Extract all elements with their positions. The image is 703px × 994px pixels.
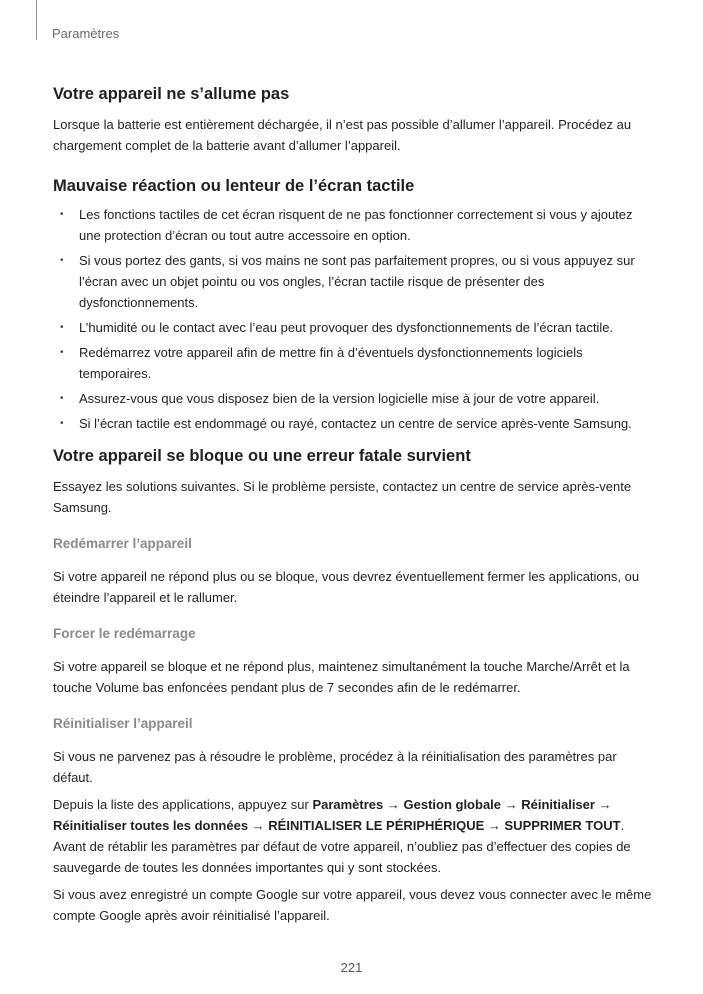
arrow-icon: → — [383, 797, 404, 812]
menu-path-reinitialiser-peripherique: RÉINITIALISER LE PÉRIPHÉRIQUE — [268, 818, 485, 833]
bullet-icon: • — [60, 209, 64, 220]
paragraph-device-wont-turn-on: Lorsque la batterie est entièrement déchargée, il n’est pas possible d’allumer l’appareil. Procédez au chargement complet de la batterie avant d’allumer l’appareil. — [53, 117, 632, 153]
menu-path-reinitialiser: Réinitialiser — [521, 797, 595, 812]
menu-path-parametres: Paramètres — [312, 797, 384, 812]
page-number: 221 — [340, 960, 363, 975]
bullet-icon: • — [60, 393, 64, 404]
reset-steps-suffix: . Avant de rétablir les paramètres par défaut de votre appareil, n’oubliez pas d’effectuer des copies de sauvegarde de toutes les données importantes qui y sont stockées. — [53, 818, 631, 875]
bullet-icon: • — [60, 418, 64, 429]
menu-path-supprimer-tout: SUPPRIMER TOUT — [504, 818, 621, 833]
list-item-text: Si l’écran tactile est endommagé ou rayé, contactez un centre de service après-vente Samsung. — [79, 416, 632, 431]
arrow-icon: → — [248, 818, 269, 833]
bullet-icon: • — [60, 347, 64, 358]
list-item-text: Redémarrez votre appareil afin de mettre fin à d’éventuels dysfonctionnements logiciels temporaires. — [79, 345, 583, 381]
menu-path-reinitialiser-toutes-donnees: Réinitialiser toutes les données — [53, 818, 249, 833]
paragraph-restart: Si votre appareil ne répond plus ou se bloque, vous devrez éventuellement fermer les applications, ou éteindre l’appareil et le rallumer. — [53, 569, 640, 605]
subheading-restart: Redémarrer l’appareil — [53, 536, 192, 551]
menu-path-gestion-globale: Gestion globale — [403, 797, 502, 812]
list-item-text: L’humidité ou le contact avec l’eau peut provoquer des dysfonctionnements de l’écran tactile. — [79, 320, 614, 335]
paragraph-device-freezes: Essayez les solutions suivantes. Si le problème persiste, contactez un centre de service après-vente Samsung. — [53, 479, 632, 515]
bullet-icon: • — [60, 255, 64, 266]
reset-steps-prefix: Depuis la liste des applications, appuyez sur — [53, 797, 313, 812]
heading-touchscreen-issue: Mauvaise réaction ou lenteur de l’écran tactile — [53, 177, 415, 195]
list-item-text: Si vous portez des gants, si vos mains ne sont pas parfaitement propres, ou si vous appuyez sur l’écran avec un objet pointu ou vos ongles, l’écran tactile risque de présenter des dysfonctionnements. — [79, 253, 635, 310]
heading-device-wont-turn-on: Votre appareil ne s’allume pas — [53, 85, 290, 103]
header-rule — [36, 0, 37, 40]
list-item-text: Assurez-vous que vous disposez bien de la version logicielle mise à jour de votre appareil. — [79, 391, 600, 406]
page-section-header: Paramètres — [52, 26, 120, 41]
list-item — [53, 342, 653, 384]
paragraph-reset-intro: Si vous ne parvenez pas à résoudre le problème, procédez à la réinitialisation des paramètres par défaut. — [53, 749, 617, 785]
touchscreen-bullet-list — [53, 204, 653, 434]
list-item — [53, 204, 653, 246]
list-item — [53, 317, 653, 338]
list-item — [53, 250, 653, 313]
list-item — [53, 388, 653, 409]
list-item — [53, 413, 653, 434]
heading-device-freezes: Votre appareil se bloque ou une erreur fatale survient — [53, 447, 471, 465]
subheading-reset: Réinitialiser l’appareil — [53, 716, 193, 731]
arrow-icon: → — [484, 818, 505, 833]
page-content — [53, 82, 653, 926]
arrow-icon: → — [594, 797, 612, 812]
paragraph-reset-steps — [53, 794, 653, 878]
list-item-text: Les fonctions tactiles de cet écran risquent de ne pas fonctionner correctement si vous y ajoutez une protection d’écran ou tout autre accessoire en option. — [79, 207, 633, 243]
arrow-icon: → — [501, 797, 522, 812]
paragraph-force-restart: Si votre appareil se bloque et ne répond plus, maintenez simultanément la touche Marche/Arrêt et la touche Volume bas enfoncées pendant plus de 7 secondes afin de le redémarrer. — [53, 659, 630, 695]
subheading-force-restart: Forcer le redémarrage — [53, 626, 196, 641]
paragraph-google-account: Si vous avez enregistré un compte Google sur votre appareil, vous devez vous connecter avec le même compte Google après avoir réinitialisé l’appareil. — [53, 887, 652, 923]
bullet-icon: • — [60, 322, 64, 333]
